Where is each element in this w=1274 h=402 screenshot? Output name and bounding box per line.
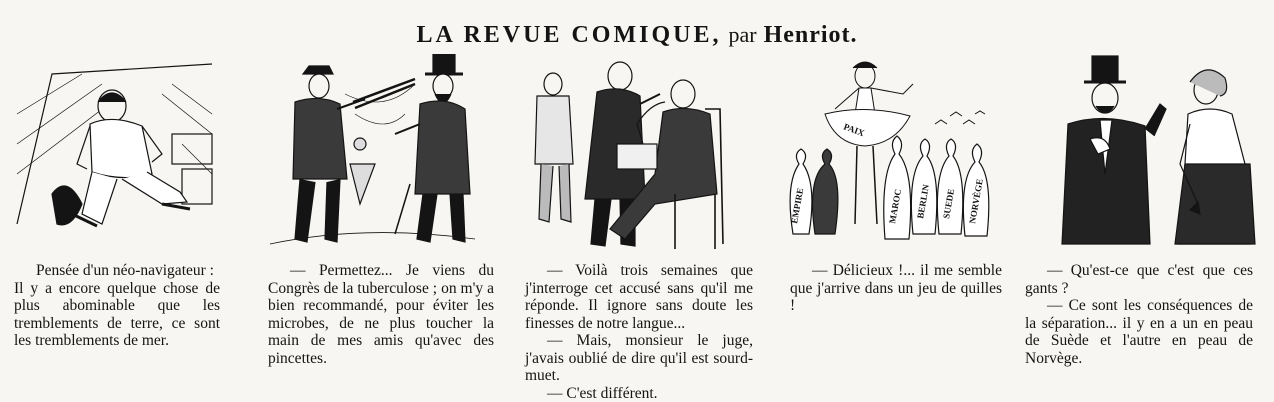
page-title: LA REVUE COMIQUE,: [416, 22, 721, 48]
skittle-label-1: EMPIRE: [789, 187, 805, 224]
page-header: [0, 22, 1274, 49]
caption-text: Pensée d'un néo-navigateur :: [14, 262, 220, 280]
caption-text: — Permettez... Je viens du Congrès de la tuberculose ; on m'y a bien recommandé, pour éviter les microbes, de ne plus toucher la main de mes amis qu'avec des pincettes.: [268, 262, 494, 367]
illustration-tongs-greeting: [265, 54, 480, 254]
comic-panel-1: [12, 54, 217, 244]
skittle-label-2: PAIX: [842, 121, 866, 138]
skittle-label-5: SUEDE: [941, 188, 956, 219]
caption-text: — C'est différent.: [525, 385, 753, 402]
illustration-skittles-ballerina: [785, 54, 1000, 254]
illustration-seasick-man: [12, 54, 217, 244]
caption-panel-1: [14, 262, 220, 350]
caption-text: — Voilà trois semaines que j'interroge cet accusé sans qu'il me réponde. Il ignore sans doute les finesses de notre langue...: [525, 262, 753, 332]
skittle-label-3: MAROC: [887, 188, 903, 224]
caption-text: — Qu'est-ce que c'est que ces gants ?: [1025, 262, 1253, 297]
comic-panel-4: [785, 54, 1000, 254]
comic-panel-5: [1050, 54, 1260, 254]
skittle-label-6: NORVÈGE: [967, 178, 985, 224]
comic-panel-3: [525, 54, 730, 254]
skittle-label-4: BERLIN: [915, 183, 931, 219]
caption-panel-3: [525, 262, 753, 402]
caption-text: — Ce sont les conséquences de la séparation... il y en a un en peau de Suède et l'autre en peau de Norvège.: [1025, 297, 1253, 367]
caption-panel-4: [790, 262, 1002, 315]
byline-par: par: [728, 22, 756, 47]
caption-panel-5: [1025, 262, 1253, 367]
caption-text: Il y a encore quelque chose de plus abominable que les tremblements de terre, ce sont les tremblements de mer.: [14, 280, 220, 350]
illustration-judge-scene: [525, 54, 730, 254]
comic-panel-2: [265, 54, 480, 254]
caption-text: — Délicieux !... il me semble que j'arrive dans un jeu de quilles !: [790, 262, 1002, 315]
caption-panel-2: [268, 262, 494, 367]
illustration-gloves-couple: [1050, 54, 1260, 254]
author-name: Henriot.: [764, 22, 858, 48]
caption-text: — Mais, monsieur le juge, j'avais oublié de dire qu'il est sourd-muet.: [525, 332, 753, 385]
